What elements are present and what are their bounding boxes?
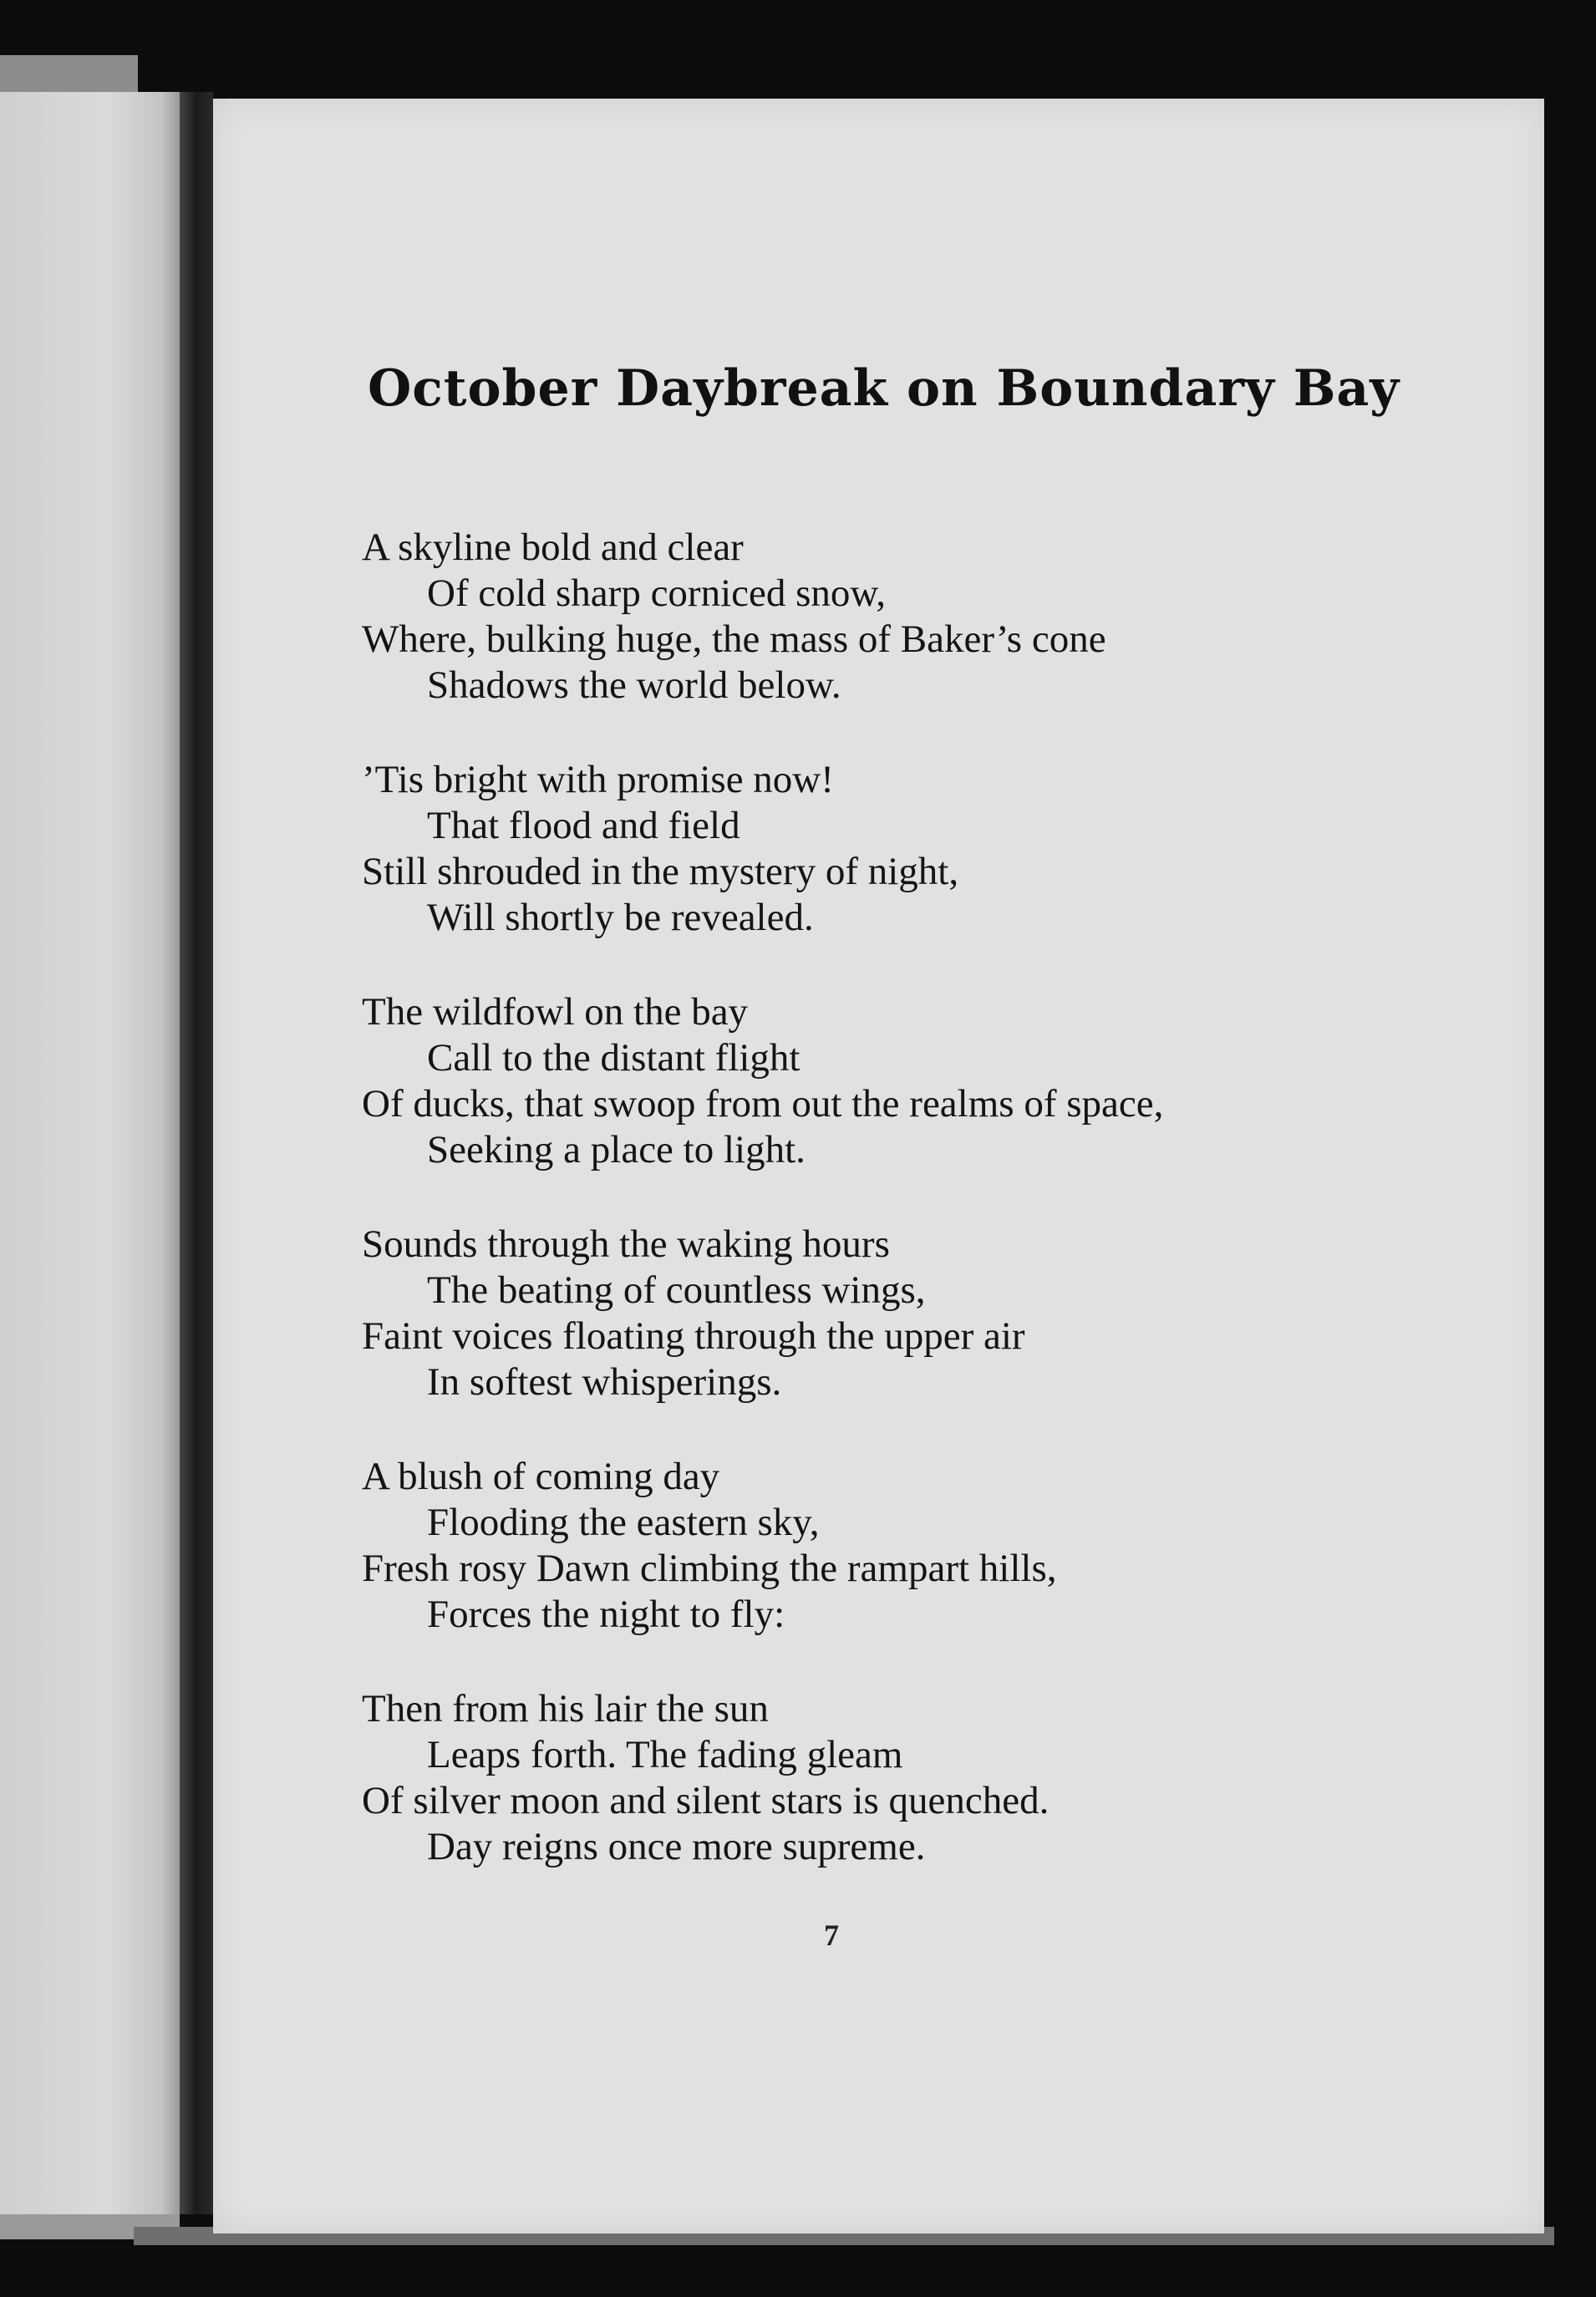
poem-title: October Daybreak on Boundary Bay — [368, 359, 1400, 418]
stanza — [362, 757, 1448, 941]
poem-line: Call to the distant flight — [427, 1036, 801, 1080]
poem-line: Leaps forth. The fading gleam — [427, 1733, 903, 1776]
previous-page-edge — [0, 92, 180, 2214]
poem-line: Will shortly be revealed. — [427, 896, 814, 939]
stanza — [362, 1686, 1448, 1870]
poem-line: Sounds through the waking hours — [362, 1222, 890, 1266]
poem-line: The wildfowl on the bay — [362, 990, 749, 1034]
poem-line: ’Tis bright with promise now! — [362, 758, 834, 801]
poem-line: Day reigns once more supreme. — [427, 1825, 926, 1868]
poem-body — [362, 525, 1448, 1918]
page-number: 7 — [824, 1918, 839, 1952]
poem-line: Where, bulking huge, the mass of Baker’s cone — [362, 617, 1106, 661]
stanza — [362, 1222, 1448, 1405]
stanza — [362, 989, 1448, 1173]
poem-line: Of cold sharp corniced snow, — [427, 572, 887, 615]
poem-line: A skyline bold and clear — [362, 526, 744, 569]
poem-line: Still shrouded in the mystery of night, — [362, 850, 959, 893]
poem-line: Then from his lair the sun — [362, 1687, 769, 1730]
previous-page-edge-top — [0, 55, 138, 92]
poem-line: Seeking a place to light. — [427, 1128, 806, 1171]
poem-line: Shadows the world below. — [427, 663, 841, 707]
poem-line: A blush of coming day — [362, 1455, 720, 1498]
poem-line: Faint voices floating through the upper air — [362, 1314, 1025, 1358]
poem-line: Fresh rosy Dawn climbing the rampart hills, — [362, 1547, 1057, 1590]
stanza — [362, 1454, 1448, 1638]
book-gutter — [180, 92, 213, 2214]
poem-line: Of ducks, that swoop from out the realms of space, — [362, 1082, 1164, 1126]
stanza — [362, 525, 1448, 709]
poem-line: Forces the night to fly: — [427, 1593, 785, 1636]
poem-line: That flood and field — [427, 804, 740, 847]
poem-line: In softest whisperings. — [427, 1360, 782, 1404]
poem-line: Of silver moon and silent stars is quenched. — [362, 1779, 1050, 1822]
poem-line: Flooding the eastern sky, — [427, 1501, 820, 1544]
poem-line: The beating of countless wings, — [427, 1268, 926, 1312]
